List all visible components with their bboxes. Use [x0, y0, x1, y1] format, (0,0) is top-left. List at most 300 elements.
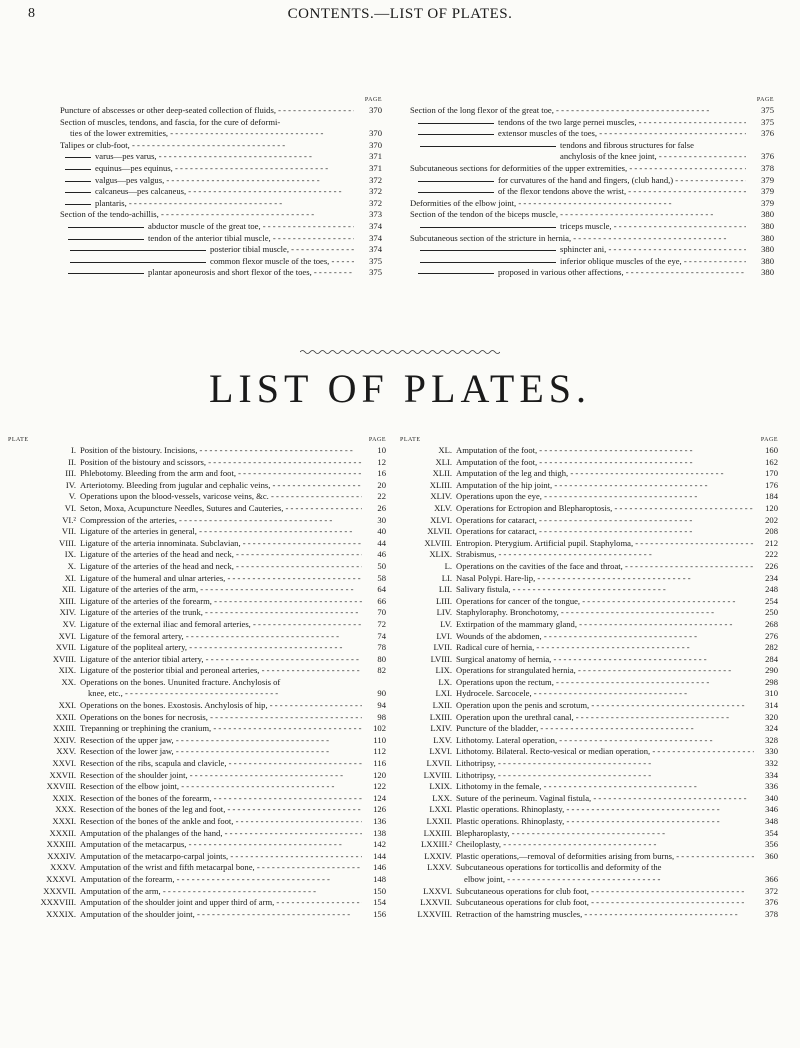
toc-entry-label: posterior tibial muscle,	[210, 244, 289, 255]
plate-entry	[8, 828, 386, 840]
plate-title: Operations upon the blood-vessels, varicose veins, &c. - -	[80, 491, 362, 503]
plate-entry	[400, 491, 778, 503]
plate-entry	[8, 665, 386, 677]
toc-entry	[60, 140, 382, 152]
plate-title: Ligature of the arteries of the head and neck, - -	[80, 549, 362, 561]
plate-page: 66	[377, 595, 386, 606]
plate-entry	[400, 897, 778, 909]
toc-entry-page: 380	[761, 255, 774, 266]
plate-page: 94	[377, 700, 386, 711]
plate-title: Amputation of the shoulder joint and upper third of arm, - -	[80, 897, 362, 909]
plate-entry	[8, 735, 386, 747]
plate-page: 254	[765, 595, 778, 606]
plate-title: Suture of the perineum. Vaginal fistula, - -	[456, 793, 754, 805]
plate-title: Ligature of the arteries of the arm, - -	[80, 584, 362, 596]
plate-page: 378	[765, 908, 778, 919]
toc-entry-label: of the flexor tendons above the wrist,	[498, 186, 627, 197]
plate-entry	[8, 851, 386, 863]
plate-entry	[8, 515, 386, 527]
toc-entry-page: 372	[369, 174, 382, 185]
plate-page: 160	[765, 445, 778, 455]
plate-number: XXIX.	[52, 792, 76, 803]
plate-page: 120	[765, 502, 778, 513]
plate-title: Resection of the bones of the leg and foot, - -	[80, 804, 362, 816]
plate-title: Lithotomy. Bilateral. Recto-vesical or median operation, - -	[456, 746, 754, 758]
toc-entry-label: anchylosis of the knee joint,	[560, 151, 657, 162]
toc-entry-page: 375	[761, 116, 774, 127]
plate-entry	[400, 538, 778, 550]
plate-title: Operation upon the urethral canal, - -	[456, 712, 754, 724]
leader-rule	[418, 273, 494, 274]
plate-number: LXXI.	[429, 804, 452, 815]
plate-number: XXXVI.	[46, 873, 76, 884]
toc-entry-text	[410, 186, 746, 198]
toc-entry	[60, 221, 382, 233]
plate-page: 298	[765, 676, 778, 687]
plate-entry	[400, 561, 778, 573]
plate-entry	[8, 746, 386, 758]
toc-entry-label: common flexor muscle of the toes,	[210, 255, 330, 266]
plate-page: 268	[765, 618, 778, 629]
leader-rule	[68, 273, 144, 274]
plate-title: Strabismus, - -	[456, 549, 754, 561]
plate-page: 150	[373, 885, 386, 896]
plate-page: 154	[373, 897, 386, 908]
plate-entry	[8, 816, 386, 828]
toc-entry-page: 370	[369, 105, 382, 115]
plate-page: 320	[765, 711, 778, 722]
plate-title: Amputation of the metacarpus, - -	[80, 839, 362, 851]
plate-page: 356	[765, 839, 778, 850]
toc-entry-text	[410, 233, 746, 245]
plate-entry	[8, 712, 386, 724]
plate-number: LXXVII.	[420, 897, 452, 908]
plate-page: 340	[765, 792, 778, 803]
plate-number: LXVII.	[426, 758, 452, 769]
toc-entry-page: 375	[761, 105, 774, 115]
plate-number: IX.	[64, 549, 76, 560]
toc-entry-label: proposed in various other affections,	[498, 267, 624, 278]
plate-entry	[8, 445, 386, 457]
plate-page: 354	[765, 827, 778, 838]
plate-entry	[400, 665, 778, 677]
plate-entry	[400, 712, 778, 724]
plate-number: LXXVI.	[423, 885, 452, 896]
plate-entry	[8, 619, 386, 631]
plate-number: XI.	[64, 572, 76, 583]
plate-number: XII.	[61, 584, 76, 595]
leader-rule	[418, 123, 494, 124]
toc-entry	[410, 209, 774, 221]
page-column-header-right: PAGE	[760, 437, 778, 443]
page-column-header: PAGE	[368, 437, 386, 443]
plate-entry	[400, 480, 778, 492]
plate-page: 20	[377, 479, 386, 490]
plate-title: Plastic operations,—removal of deformities arising from burns, - -	[456, 851, 754, 863]
plate-title: Salivary fistula, - -	[456, 584, 754, 596]
toc-entry-page: 379	[761, 186, 774, 197]
plate-title: Plastic operations. Rhinoplasty, - -	[456, 816, 754, 828]
plate-number: XVI.	[58, 630, 76, 641]
toc-entry-page: 371	[369, 162, 382, 173]
plate-title: elbow joint, - -	[456, 874, 754, 886]
plate-title: Operations on the cavities of the face and throat, - -	[456, 561, 754, 573]
plate-title: Amputation of the hip joint, - -	[456, 480, 754, 492]
plate-page: 124	[373, 792, 386, 803]
plates-right-column	[400, 436, 778, 920]
plate-number: XXI.	[58, 700, 76, 711]
plate-title: Subcutaneous operations for club foot, - -	[456, 897, 754, 909]
plate-entry	[8, 584, 386, 596]
leader-rule	[420, 146, 556, 147]
toc-entry-text	[410, 140, 746, 152]
plate-entry	[8, 642, 386, 654]
plate-title: Resection of the lower jaw, - -	[80, 746, 362, 758]
toc-entry-page: 374	[369, 220, 382, 231]
plate-number: LXIV.	[430, 723, 452, 734]
plate-number: VI.²	[62, 514, 76, 525]
plate-title: Operation upon the penis and scrotum, - -	[456, 700, 754, 712]
plate-title: Ligature of the humeral and ulnar arteries, - -	[80, 573, 362, 585]
plate-title: Operations for strangulated hernia, - -	[456, 665, 754, 677]
toc-entry-label: triceps muscle,	[560, 220, 612, 231]
plate-entry	[400, 677, 778, 689]
plate-title: Amputation of the metacarpo-carpal joints, - -	[80, 851, 362, 863]
toc-entry-text	[410, 117, 746, 129]
plate-title: Resection of the bones of the forearm, - -	[80, 793, 362, 805]
plate-number: XL.	[438, 445, 452, 455]
plate-entry	[400, 816, 778, 828]
plate-entry	[400, 584, 778, 596]
plate-title: Lithotripsy, - -	[456, 770, 754, 782]
plate-page: 46	[377, 549, 386, 560]
leader-rule	[418, 134, 494, 135]
plate-number: XVII.	[55, 642, 76, 653]
toc-entry	[60, 267, 382, 279]
plate-column-header: PLATE	[8, 437, 29, 443]
plate-number: XXXII.	[49, 827, 76, 838]
toc-entry-page: 373	[369, 209, 382, 220]
plate-entry	[400, 804, 778, 816]
plate-entry	[400, 503, 778, 515]
plate-entry	[8, 758, 386, 770]
leader-rule	[68, 239, 144, 240]
toc-entry-label: sphincter ani,	[560, 244, 607, 255]
plate-number: XVIII.	[52, 653, 76, 664]
plate-page: 170	[765, 468, 778, 479]
plate-page: 226	[765, 560, 778, 571]
list-of-plates-title: LIST OF PLATES.	[208, 366, 592, 411]
plate-page: 276	[765, 630, 778, 641]
leader-rule	[420, 262, 556, 263]
plate-number: VIII.	[59, 537, 76, 548]
plate-entry	[8, 573, 386, 585]
plate-title: Nasal Polypi. Hare-lip, - -	[456, 573, 754, 585]
plate-title: Operations on the bones for necrosis, - -	[80, 712, 362, 724]
toc-entry-label: tendons and fibrous structures for false	[560, 139, 694, 150]
plate-number: LXXVIII.	[417, 908, 452, 919]
plate-entry	[8, 654, 386, 666]
plate-page: 156	[373, 908, 386, 919]
leader-rule	[70, 250, 206, 251]
toc-entry	[410, 198, 774, 210]
toc-entry-text	[410, 221, 746, 233]
plate-title: Amputation of the leg and thigh, - -	[456, 468, 754, 480]
plate-number: LXVI.	[429, 746, 452, 757]
toc-entry-label: abductor muscle of the great toe,	[148, 220, 261, 231]
toc-entry-page: 380	[761, 232, 774, 243]
plate-number: LXXII.	[426, 816, 452, 826]
plate-entry	[8, 631, 386, 643]
plate-page: 184	[765, 491, 778, 502]
plate-page: 282	[765, 642, 778, 653]
leader-rule	[418, 181, 494, 182]
plate-title: Compression of the arteries, - -	[80, 515, 362, 527]
plate-title: Resection of the upper jaw, - -	[80, 735, 362, 747]
plate-entry	[400, 770, 778, 782]
toc-entry-label: Deformities of the elbow joint,	[410, 197, 517, 208]
toc-entry-label: calcaneus—pes calcaneus,	[95, 186, 187, 197]
leader-rule	[420, 227, 556, 228]
plate-title: Amputation of the wrist and fifth metacarpal bone, - -	[80, 862, 362, 874]
plate-entry	[8, 561, 386, 573]
plate-number: LVII.	[433, 642, 452, 653]
plate-title: Wounds of the abdomen, - -	[456, 631, 754, 643]
plate-title: Operations upon the rectum, - -	[456, 677, 754, 689]
plate-title: Position of the bistoury. Incisions, - -	[80, 445, 362, 457]
plate-title: Position of the bistoury and scissors, - -	[80, 457, 362, 469]
plate-entry	[8, 688, 386, 700]
plate-page: 122	[373, 781, 386, 792]
plate-number: LI.	[441, 572, 452, 583]
toc-entry-text	[410, 151, 746, 163]
plate-number: XXXIV.	[47, 850, 76, 861]
toc-entry	[410, 140, 774, 152]
plate-page: 16	[377, 468, 386, 479]
plate-number: XXXVIII.	[40, 897, 76, 908]
plate-page: 334	[765, 769, 778, 780]
plate-page: 148	[373, 873, 386, 884]
toc-entry	[60, 198, 382, 210]
plate-number: XXVIII.	[46, 781, 76, 792]
plate-number: XXX.	[55, 804, 76, 815]
toc-entry-text	[410, 198, 746, 210]
toc-entry-page: 380	[761, 267, 774, 278]
plate-title: Ligature of the femoral artery, - -	[80, 631, 362, 643]
leader-rule	[65, 181, 91, 182]
plate-page: 136	[373, 816, 386, 826]
toc-entry-text	[60, 105, 354, 117]
toc-entry-page: 378	[761, 162, 774, 173]
plate-title: Hydrocele. Sarcocele, - -	[456, 688, 754, 700]
plate-entry	[400, 549, 778, 561]
plate-entry	[400, 515, 778, 527]
toc-entry	[60, 186, 382, 198]
plate-number: XLII.	[432, 468, 452, 479]
plate-title: Arteriotomy. Bleeding from jugular and cephalic veins, - -	[80, 480, 362, 492]
toc-entry-page: 380	[761, 244, 774, 255]
plate-number: LVIII.	[430, 653, 452, 664]
plate-number: XXVI.	[52, 758, 76, 769]
toc-entry-text	[410, 244, 746, 256]
plate-number: LXI.	[435, 688, 452, 699]
toc-entry	[60, 233, 382, 245]
plate-title: Operations on the bones. Ununited fracture. Anchylosis of	[80, 676, 281, 687]
plate-number: XIX.	[58, 665, 76, 676]
leader-rule	[65, 204, 91, 205]
leader-rule	[65, 192, 91, 193]
plate-number: I.	[70, 445, 76, 455]
plate-page: 26	[377, 502, 386, 513]
plate-page: 110	[373, 734, 386, 745]
plate-entry	[8, 781, 386, 793]
plate-number: XXXIII.	[46, 839, 76, 850]
plate-title: Amputation of the arm, - -	[80, 886, 362, 898]
toc-entry-page: 379	[761, 174, 774, 185]
toc-entry-text	[60, 209, 354, 221]
plate-page: 234	[765, 572, 778, 583]
plate-page: 126	[373, 804, 386, 815]
toc-entry-text	[60, 244, 354, 256]
plate-entry	[400, 793, 778, 805]
plate-number: IV.	[65, 479, 76, 490]
plate-number: VII.	[61, 526, 76, 537]
plate-title: Amputation of the foot, - -	[456, 457, 754, 469]
plate-entry	[400, 688, 778, 700]
toc-entry-page: 375	[369, 267, 382, 278]
plate-page: 310	[765, 688, 778, 699]
toc-page-header: PAGE	[364, 97, 382, 103]
plate-number: XLVI.	[430, 514, 452, 525]
toc-entry	[410, 221, 774, 233]
plate-number: XXII.	[55, 711, 76, 722]
plate-page: 138	[373, 827, 386, 838]
plate-number: XLIV.	[430, 491, 452, 502]
plate-page: 162	[765, 456, 778, 467]
plate-number: LXXIII.²	[421, 839, 452, 850]
toc-entry-text	[60, 140, 354, 152]
plate-title: Operations for Ectropion and Blepharoptosis, - -	[456, 503, 754, 515]
plate-page: 30	[377, 514, 386, 525]
plate-page: 202	[765, 514, 778, 525]
toc-entry-label: Talipes or club-foot,	[60, 139, 130, 150]
plate-entry	[400, 851, 778, 863]
plate-page: 208	[765, 526, 778, 537]
toc-entry-page: 371	[369, 151, 382, 162]
plate-title: Resection of the ribs, scapula and clavicle, - -	[80, 758, 362, 770]
plate-title: Blepharoplasty, - -	[456, 828, 754, 840]
plate-entry	[8, 886, 386, 898]
plate-number: XIII.	[59, 595, 76, 606]
toc-entry-label: Subcutaneous section of the stricture in hernia,	[410, 232, 572, 243]
plate-title: Operations for cancer of the tongue, - -	[456, 596, 754, 608]
plate-entry	[8, 700, 386, 712]
plate-number: XXXVII.	[43, 885, 76, 896]
plate-number: LIV.	[436, 607, 452, 618]
plate-page: 40	[377, 526, 386, 537]
toc-page-header-right: PAGE	[756, 97, 774, 103]
running-header: CONTENTS.—LIST OF PLATES.	[287, 6, 513, 22]
plate-number: XXXV.	[50, 862, 76, 873]
toc-entry-label: inferior oblique muscles of the eye,	[560, 255, 682, 266]
plate-page: 44	[377, 537, 386, 548]
plate-page: 330	[765, 746, 778, 757]
plate-page: 82	[377, 665, 386, 676]
plates-left-column	[8, 436, 386, 920]
plate-number: XXXI.	[52, 816, 76, 826]
toc-entry	[410, 151, 774, 163]
plate-page: 12	[377, 456, 386, 467]
plate-entry	[8, 723, 386, 735]
plate-title: Amputation of the shoulder joint, - -	[80, 909, 362, 921]
toc-entry	[60, 105, 382, 117]
plate-page: 116	[373, 758, 386, 769]
plate-title: Operations on the bones. Exostosis. Anchylosis of hip, - -	[80, 700, 362, 712]
toc-entry-label: for curvatures of the hand and fingers, (club hand,)	[498, 174, 674, 185]
plate-number: LIX.	[435, 665, 452, 676]
toc-entry-text	[410, 163, 746, 175]
toc-entry-page: 376	[761, 128, 774, 139]
plate-title: Ligature of the arteries of the head and neck, - -	[80, 561, 362, 573]
plate-page: 290	[765, 665, 778, 676]
toc-entry	[410, 128, 774, 140]
plate-entry	[400, 909, 778, 921]
plate-title: Ligature of the posterior tibial and peroneal arteries, - -	[80, 665, 362, 677]
plate-title: Resection of the elbow joint, - -	[80, 781, 362, 793]
plate-title: Entropion. Pterygium. Artificial pupil. Staphyloma, - -	[456, 538, 754, 550]
plate-page: 70	[377, 607, 386, 618]
plate-number: LXX.	[432, 792, 452, 803]
plate-title: Ligature of the arteria innominata. Subclavian, - -	[80, 538, 362, 550]
plate-page: 366	[765, 873, 778, 884]
toc-entry-text	[410, 256, 746, 268]
plate-number: XLV.	[434, 502, 452, 513]
plate-number: L.	[444, 560, 452, 571]
toc-entry-label: valgus—pes valgus,	[95, 174, 165, 185]
toc-entry	[60, 256, 382, 268]
plate-title: Lithotomy in the female, - -	[456, 781, 754, 793]
toc-entry-page: 376	[761, 151, 774, 162]
plate-page: 90	[377, 688, 386, 699]
plate-entry	[8, 491, 386, 503]
plate-entry	[8, 468, 386, 480]
toc-entry-text	[60, 198, 354, 210]
plate-entry	[400, 874, 778, 886]
plate-number: XX.	[61, 676, 76, 687]
plate-page: 372	[765, 885, 778, 896]
plate-title: Ligature of the arteries of the forearm, - -	[80, 596, 362, 608]
plate-entry	[8, 480, 386, 492]
leader-rule	[65, 157, 91, 158]
plate-number: LII.	[438, 584, 452, 595]
plate-title: Plastic operations. Rhinoplasty, - -	[456, 804, 754, 816]
plate-page: 346	[765, 804, 778, 815]
toc-entry-label: Section of the tendo-achillis,	[60, 209, 159, 220]
plate-title: Lithotripsy, - -	[456, 758, 754, 770]
toc-entry-label: Puncture of abscesses or other deep-seated collection of fluids,	[60, 105, 276, 115]
plate-number: LXXIII.	[423, 827, 452, 838]
plate-number: XLIX.	[429, 549, 452, 560]
plate-title: Puncture of the bladder, - -	[456, 723, 754, 735]
plate-entry	[8, 804, 386, 816]
leader-rule	[420, 250, 556, 251]
toc-entry-label: Section of muscles, tendons, and fascia, for the cure of deformi-	[60, 116, 281, 127]
plate-number: LXVIII.	[423, 769, 452, 780]
page-number: 8	[28, 6, 35, 21]
plate-page: 112	[373, 746, 386, 757]
toc-entry-page: 380	[761, 209, 774, 220]
plate-title: Cheiloplasty, - -	[456, 839, 754, 851]
